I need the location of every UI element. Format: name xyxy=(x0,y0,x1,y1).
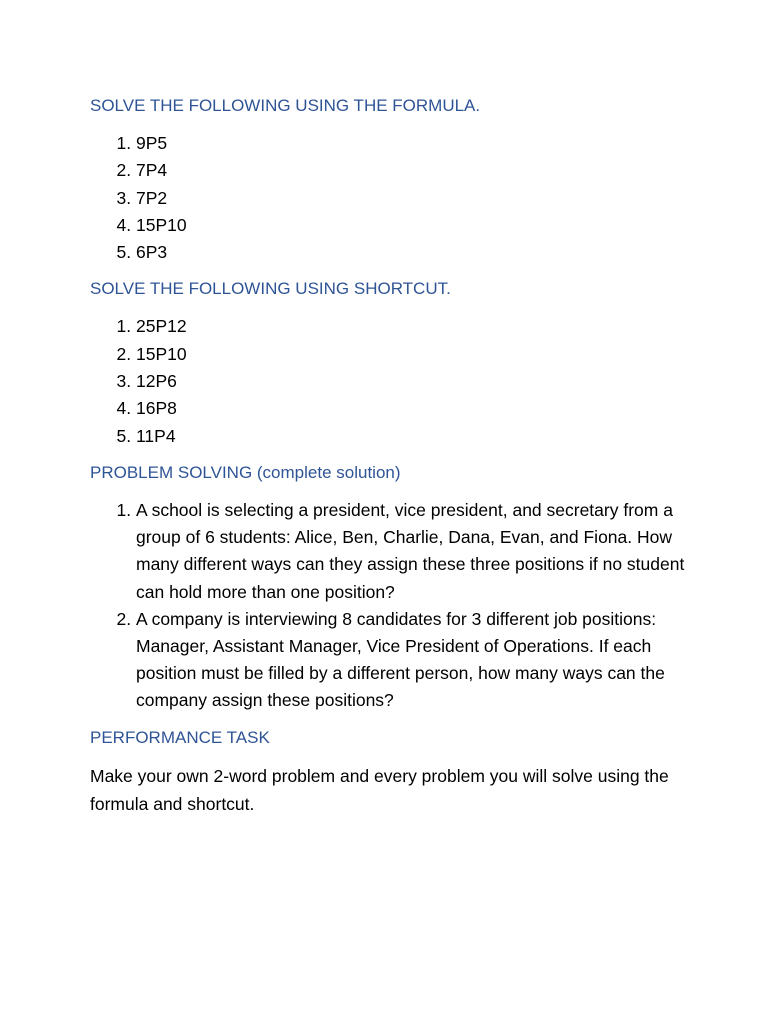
document-page xyxy=(90,94,690,818)
list-item: 2. 15P10 xyxy=(136,341,690,368)
list-item: 1. 25P12 xyxy=(136,313,690,340)
heading-problem-solving: PROBLEM SOLVING (complete solution) xyxy=(90,462,401,482)
heading-formula: SOLVE THE FOLLOWING USING THE FORMULA. xyxy=(90,96,481,115)
list-formula xyxy=(90,130,690,266)
list-shortcut xyxy=(90,313,690,449)
list-item: 5. 11P4 xyxy=(136,423,690,450)
list-problems xyxy=(90,497,690,715)
list-item: 1. 9P5 xyxy=(136,130,690,157)
list-item: 3. 12P6 xyxy=(136,368,690,395)
list-item: 4. 15P10 xyxy=(136,212,690,239)
performance-task-text: Make your own 2-word problem and every problem you will solve using the formula and shortcut. xyxy=(90,765,669,814)
list-item: 5. 6P3 xyxy=(136,239,690,266)
heading-performance-task: PERFORMANCE TASK xyxy=(90,727,270,747)
list-item: 1. A school is selecting a president, vice president, and secretary from a group of 6 students: Alice, Ben, Charlie, Dana, Evan, and Fiona. How many different ways can they assign these three positions if no student can hold more than one position? xyxy=(136,497,690,606)
list-item: 2. 7P4 xyxy=(136,157,690,184)
list-item: 3. 7P2 xyxy=(136,185,690,212)
list-item: 2. A company is interviewing 8 candidates for 3 different job positions: Manager, Assistant Manager, Vice President of Operations. If each position must be filled by a different person, how many ways can the company assign these positions? xyxy=(136,606,690,715)
heading-shortcut: SOLVE THE FOLLOWING USING SHORTCUT. xyxy=(90,279,451,299)
list-item: 4. 16P8 xyxy=(136,395,690,422)
